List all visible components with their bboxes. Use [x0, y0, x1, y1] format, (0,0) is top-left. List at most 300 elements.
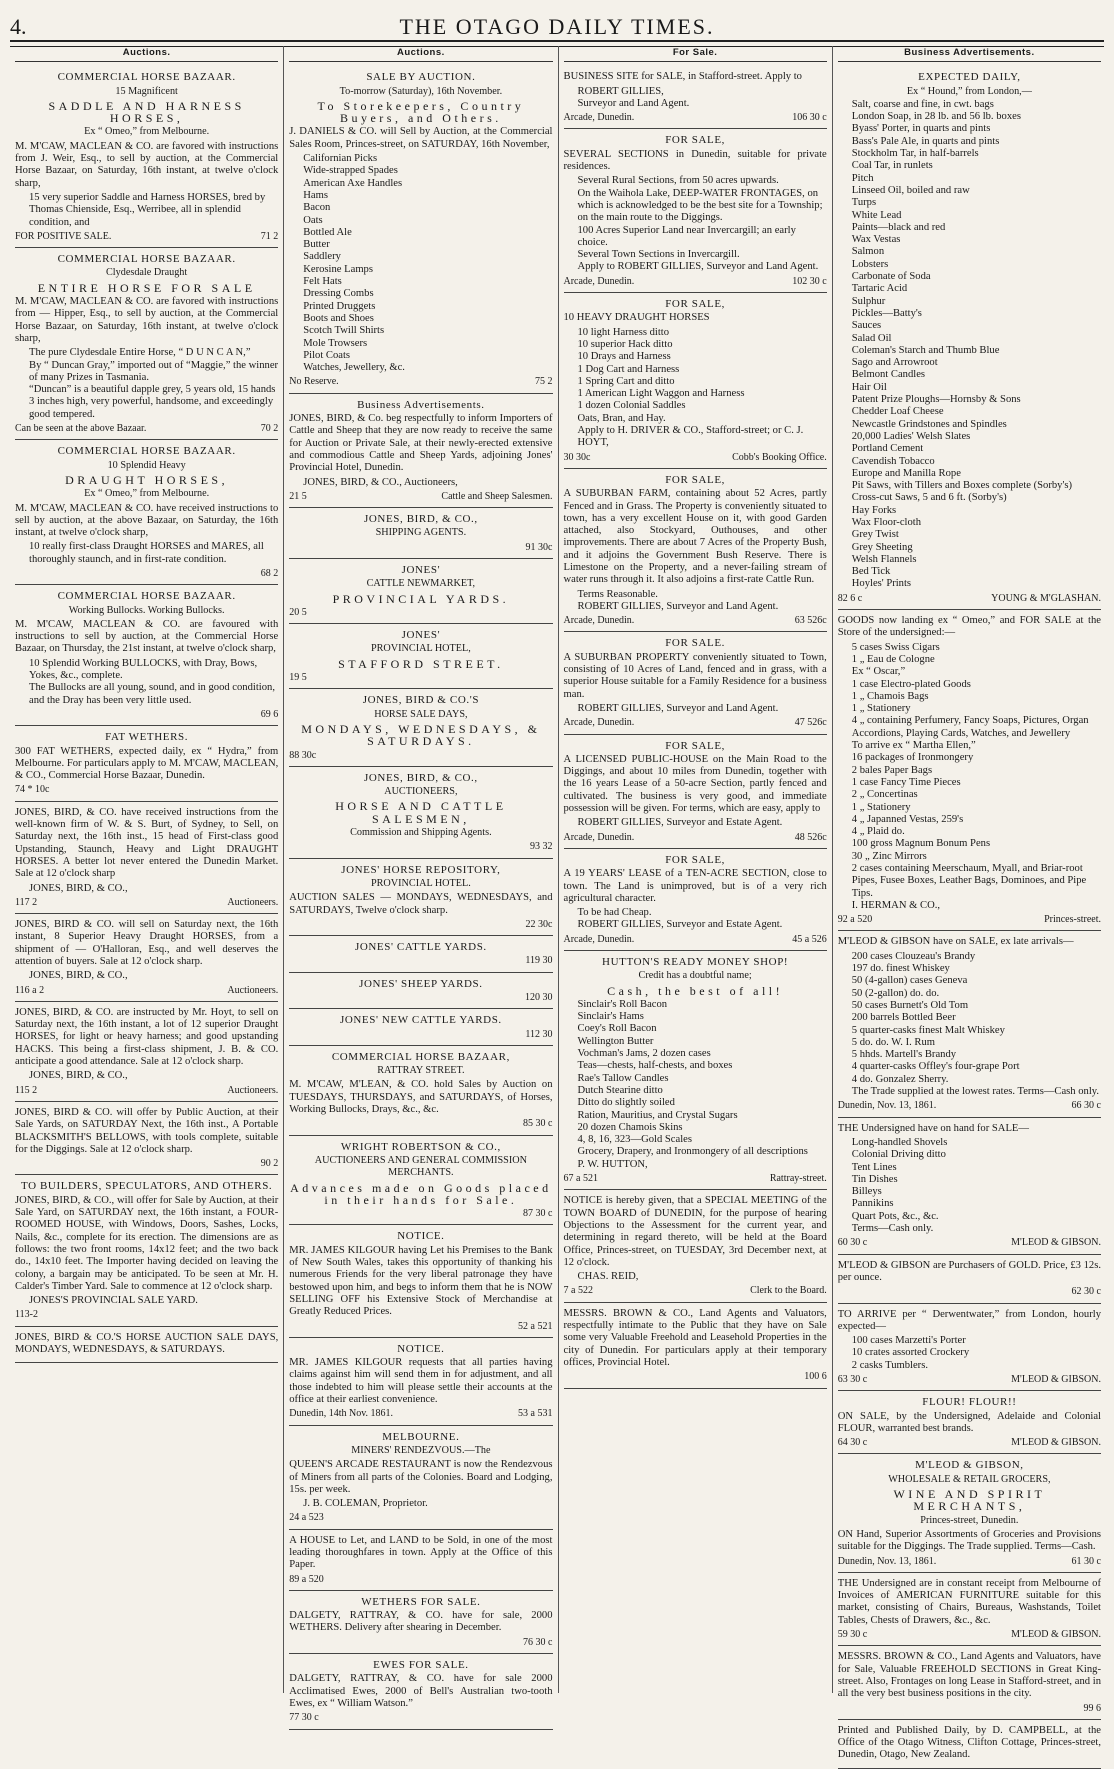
ad-item: Mole Trowsers: [303, 337, 368, 349]
ad-item: Hay Forks: [851, 504, 897, 516]
ad-subline: HORSE SALE DAYS,: [374, 708, 468, 720]
ad-item: Billeys: [851, 1186, 882, 1198]
ad-item: 10 really first-class Draught HORSES and MARES, all thoroughly staunch, and in first-rate condition.: [29, 541, 264, 565]
ad-item: On the Waihola Lake, DEEP-WATER FRONTAGES, on which is acknowledged to be the best site for a Township; on the main route to the Diggings.: [577, 187, 823, 224]
ad-footer: [289, 1321, 552, 1333]
advertisement: [289, 1338, 552, 1426]
ad-subline: MINERS' RENDEZVOUS.—The: [351, 1444, 491, 1456]
ad-title: JONES' CATTLE YARDS.: [354, 941, 487, 954]
ad-footer-right: 68 2: [260, 567, 279, 579]
ad-footer: [289, 1712, 552, 1724]
ad-item: 1 „ Chamois Bags: [851, 690, 929, 702]
ad-title: JONES, BIRD & CO.'S: [362, 694, 480, 707]
ad-body: 10 HEAVY DRAUGHT HORSES: [563, 312, 710, 324]
ad-item: 200 barrels Bottled Beer: [851, 1012, 956, 1024]
ad-item: To arrive ex “ Martha Ellen,”: [851, 740, 976, 752]
ad-item: Belmont Candles: [851, 369, 926, 381]
ad-item: Grocery, Drapery, and Ironmongery of all descriptions: [577, 1146, 808, 1158]
ad-item: Tent Lines: [851, 1161, 897, 1173]
ad-title: WETHERS FOR SALE.: [361, 1595, 481, 1608]
ad-title: FAT WETHERS.: [105, 731, 189, 744]
ad-subline: SADDLE AND HARNESS HORSES,: [48, 98, 245, 126]
ad-footer-right: 100 6: [804, 1371, 827, 1383]
ad-title: TO BUILDERS, SPECULATORS, AND OTHERS.: [20, 1180, 273, 1193]
ad-item: JONES, BIRD, & CO.,: [29, 1070, 128, 1082]
ad-title: FOR SALE,: [665, 473, 726, 486]
ad-body: JONES, BIRD & CO. will sell on Saturday next, the 16th instant, 8 Superior Heavy Draught HORSES, from a shipment of — O'Halloran, Esq., and well deserves the attention of buyers. Sale at 12 o'clock sharp.: [15, 919, 279, 967]
ad-footer-left: 67 a 521: [563, 1173, 598, 1185]
ad-footer-right: 85 30 c: [523, 1118, 553, 1130]
ad-item: 1 Dog Cart and Harness: [577, 363, 680, 375]
ad-footer: [564, 276, 827, 288]
ad-footer-right: Auctioneers.: [227, 896, 279, 908]
ad-footer: [289, 919, 552, 931]
ad-item: Dutch Stearine ditto: [577, 1084, 663, 1096]
ad-subline: 15 Magnificent: [115, 85, 178, 97]
ad-item: P. W. HUTTON,: [577, 1158, 648, 1170]
advertisement: [838, 1118, 1101, 1255]
ad-item: JONES, BIRD, & CO.,: [29, 970, 128, 982]
ad-footer-left: 64 30 c: [837, 1437, 868, 1449]
ad-item: Watches, Jewellery, &c.: [303, 362, 405, 374]
ad-subline: MONDAYS, WEDNESDAYS, & SATURDAYS.: [301, 721, 541, 749]
ad-footer: [564, 832, 827, 844]
ad-footer-left: 116 a 2: [15, 984, 45, 996]
advertisement: [838, 1454, 1101, 1572]
ad-item: 50 (2-gallon) do. do.: [851, 987, 940, 999]
ad-item: Ration, Mauritius, and Crystal Sugars: [577, 1109, 738, 1121]
ad-item: 30 „ Zinc Mirrors: [851, 850, 927, 862]
ad-item: 10 crates assorted Crockery: [851, 1347, 970, 1359]
ad-footer-right: M'LEOD & GIBSON.: [1011, 1237, 1101, 1249]
ad-footer-right: 91 30c: [525, 541, 553, 553]
ad-item: 1 dozen Colonial Saddles: [577, 400, 686, 412]
ad-item: 10 Drays and Harness: [577, 351, 671, 363]
ad-item: Hair Oil: [851, 381, 887, 393]
ad-footer-left: 82 6 c: [837, 592, 863, 604]
ad-footer: [838, 1286, 1101, 1298]
ad-item: JONES, BIRD, & CO.,: [29, 882, 128, 894]
ad-item: Terms—Cash only.: [851, 1223, 934, 1235]
columns-container: [10, 46, 1106, 1761]
ad-item: Coey's Roll Bacon: [577, 1023, 657, 1035]
ad-subline: STAFFORD STREET.: [338, 656, 504, 671]
ad-item: 4 „ Japanned Vestas, 259's: [851, 813, 964, 825]
advertisement: [15, 1002, 278, 1102]
ad-item: Several Rural Sections, from 50 acres upwards.: [577, 175, 779, 187]
ad-body: M'LEOD & GIBSON are Purchasers of GOLD. Price, £3 12s. per ounce.: [837, 1259, 1101, 1283]
ad-item: 4 quarter-casks Offley's four-grape Port: [851, 1061, 1020, 1073]
ad-footer-left: 59 30 c: [837, 1629, 868, 1641]
ad-body: Printed and Published Daily, by D. CAMPBELL, at the Office of the Otago Witness, Clifton Cottage, Princes-street, Dunedin, Otago, New Zealand.: [837, 1724, 1101, 1761]
ad-footer-left: FOR POSITIVE SALE.: [15, 230, 112, 242]
ad-body: AUCTION SALES — MONDAYS, WEDNESDAYS, and SATURDAYS, Twelve o'clock sharp.: [289, 892, 553, 916]
ad-item: Byass' Porter, in quarts and pints: [851, 123, 991, 135]
ad-body: A LICENSED PUBLIC-HOUSE on the Main Road to the Diggings, and about 10 miles from Dunedin, together with the 16 years Lease of a 50-acre Section, partly fenced and cultivated. The business is very good, and immediate possession will be given. For terms, which are easy, apply to: [563, 753, 827, 815]
ad-footer: [289, 542, 552, 554]
advertisement: [289, 394, 552, 508]
ad-footer-left: Can be seen at the above Bazaar.: [15, 423, 147, 435]
ad-footer: [564, 934, 827, 946]
ad-footer-right: 120 30: [525, 992, 553, 1003]
ad-footer-right: 76 30 c: [523, 1636, 553, 1648]
ad-item: 4 „ containing Perfumery, Fancy Soaps, Pictures, Organ Accordions, Playing Cards, Watches, and Jewellery: [851, 715, 1089, 739]
ad-item: Surveyor and Land Agent.: [577, 97, 690, 109]
ad-title: M'LEOD & GIBSON,: [915, 1459, 1024, 1472]
ad-footer: [289, 955, 552, 967]
ad-footer: [289, 1574, 552, 1586]
advertisement: [15, 1102, 278, 1175]
ad-item: Welsh Flannels: [851, 553, 917, 565]
ad-item: 20 dozen Chamois Skins: [577, 1121, 683, 1133]
ad-item: Coleman's Starch and Thumb Blue: [851, 344, 1000, 356]
ad-footer-right: 70 2: [260, 423, 279, 435]
ad-title: EXPECTED DAILY,: [918, 71, 1021, 84]
ad-footer-left: 63 30 c: [837, 1373, 868, 1385]
ad-footer: [15, 897, 278, 909]
ad-item: Wellington Butter: [577, 1035, 654, 1047]
ad-item: Californian Picks: [303, 153, 378, 165]
ad-item: 2 casks Tumblers.: [851, 1359, 928, 1371]
ad-item: Tin Dishes: [851, 1173, 898, 1185]
ad-body: JONES, BIRD & CO.'S HORSE AUCTION SALE DAYS, MONDAYS, WEDNESDAYS, & SATURDAYS.: [15, 1331, 279, 1356]
ad-item: JONES'S PROVINCIAL SALE YARD.: [29, 1295, 198, 1307]
advertisement: [15, 1327, 278, 1364]
ad-title: COMMERCIAL HORSE BAZAAR,: [331, 1050, 510, 1063]
ad-footer-right: 61 30 c: [1071, 1555, 1101, 1567]
ad-item: Dressing Combs: [303, 288, 374, 300]
ad-footer-right: 47 526c: [794, 717, 827, 729]
advertisement: [15, 1175, 278, 1326]
ad-item: Wax Vestas: [851, 234, 901, 246]
ad-body: MR. JAMES KILGOUR requests that all parties having claims against him will send them in for adjustment, and all those indebted to him will please settle their accounts at the office at their earliest convenience.: [289, 1357, 553, 1406]
advertisement: [564, 66, 827, 129]
ad-item: Vochman's Jams, 2 dozen cases: [577, 1048, 711, 1060]
ad-subline: Cash, the best of all!: [607, 983, 784, 998]
ad-body: M. M'CAW, MACLEAN & CO. are favored with instructions from J. Weir, Esq., to sell by auction, at the Commercial Horse Bazaar, on Saturday, 16th instant, at twelve o'clock sharp,: [15, 140, 279, 189]
ad-item: 1 case Electro-plated Goods: [851, 678, 971, 690]
advertisement: [15, 726, 278, 801]
ad-footer: [564, 1285, 827, 1297]
ad-item: Patent Prize Ploughs—Hornsby & Sons: [851, 394, 1021, 406]
ad-body: TO ARRIVE per “ Derwentwater,” from London, hourly expected—: [837, 1308, 1101, 1332]
ad-footer-left: Arcade, Dunedin.: [563, 275, 635, 287]
ad-footer: [15, 709, 278, 721]
ad-body: A HOUSE to Let, and LAND to be Sold, in one of the most leading thoroughfares in town. Apply at the Office of this Paper.: [289, 1534, 553, 1571]
ad-footer-right: 119 30: [525, 955, 553, 967]
advertisement: [564, 735, 827, 849]
ad-subline: SHIPPING AGENTS.: [375, 527, 467, 539]
ad-footer: [15, 423, 278, 435]
ad-subline: Ex “ Omeo,” from Melbourne.: [84, 126, 210, 138]
ad-item: Kerosine Lamps: [303, 263, 373, 275]
ad-body: DALGETY, RATTRAY, & CO. have for sale 2000 Acclimatised Ewes, 2000 of Bell's Australian two-tooth Ewes, ex “ William Watson.”: [289, 1673, 553, 1709]
ad-footer: [838, 1237, 1101, 1249]
ad-footer-right: M'LEOD & GIBSON.: [1011, 1629, 1101, 1641]
column-3: [559, 46, 833, 1693]
ad-footer-left: 115 2: [15, 1084, 38, 1096]
ad-item: 5 hhds. Martell's Brandy: [851, 1049, 957, 1061]
ad-item: Paints—black and red: [851, 221, 946, 233]
advertisement: [564, 469, 827, 633]
ad-footer: [289, 750, 552, 762]
ad-footer: [15, 784, 278, 796]
advertisement: [15, 248, 278, 440]
ad-footer: [15, 231, 278, 243]
ad-item: Grey Sheeting: [851, 541, 913, 553]
ad-footer-left: 30 30c: [563, 451, 591, 463]
ad-footer-left: Dunedin, 14th Nov. 1861.: [289, 1408, 394, 1420]
column-heading: Auctions.: [289, 46, 552, 62]
ad-subline: WHOLESALE & RETAIL GROCERS,: [888, 1473, 1051, 1485]
column-heading: For Sale.: [564, 46, 827, 62]
ad-body: M. M'CAW, MACLEAN & CO. are favored with instructions from — Hipper, Esq., to sell by auction, at the Commercial Horse Bazaar, on Saturday, 16th instant, at twelve o'clock sharp,: [15, 296, 279, 344]
ad-title: Business Advertisements.: [357, 398, 485, 411]
ad-footer-left: 20 5: [289, 606, 307, 618]
advertisement: [564, 632, 827, 734]
ad-item: 2 bales Paper Bags: [851, 764, 933, 776]
ad-item: 1 „ Stationery: [851, 801, 911, 813]
advertisement: [564, 951, 827, 1190]
ad-footer-left: No Reserve.: [289, 376, 339, 388]
ad-item: Boots and Shoes: [303, 312, 374, 324]
ad-footer-left: 88 30c: [289, 749, 317, 761]
ad-item: 5 do. do. W. I. Rum: [851, 1036, 936, 1048]
ad-title: WRIGHT ROBERTSON & CO.,: [340, 1140, 501, 1153]
ad-subline: DRAUGHT HORSES,: [65, 472, 229, 487]
advertisement: [289, 508, 552, 559]
ad-footer: [15, 1309, 278, 1321]
ad-item: Chedder Loaf Cheese: [851, 406, 944, 418]
ad-item: Grey Twist: [851, 529, 899, 541]
ad-body: JONES, BIRD, & CO., will offer for Sale by Auction, at their Sale Yard, on SATURDAY next, the 16th instant, a FOUR-ROOMED HOUSE, with Windows, Doors, Sashes, Locks, Nails, &c., complete for its erection. The dimensions are as follows: the two front rooms, 14x12 feet; and the two back do., 14x10 feet. The Importer having decided on leaving the colony, a bargain may be anticipated. To be seen at Mr. H. Calder's Timber Yard. Sale to commence at 12 o'clock sharp.: [15, 1194, 279, 1292]
ad-footer: [289, 1408, 552, 1420]
column-4: [833, 46, 1106, 1761]
advertisement: [289, 1591, 552, 1654]
ad-item: Sulphur: [851, 295, 886, 307]
advertisement: [289, 1136, 552, 1226]
ad-subline: AUCTIONEERS AND GENERAL COMMISSION MERCHANTS.: [314, 1154, 527, 1179]
ad-body: M. M'CAW, M'LEAN, & CO. hold Sales by Auction on TUESDAYS, THURSDAYS, and SATURDAYS, of Horses, Working Bullocks, Drays, &c., &c.: [289, 1079, 553, 1116]
ad-footer: [289, 491, 552, 503]
ad-footer-right: 102 30 c: [792, 275, 827, 287]
ad-footer-left: 19 5: [289, 672, 307, 684]
ad-item: 1 „ Eau de Cologne: [851, 653, 935, 665]
ad-footer: [289, 672, 552, 684]
ad-item: ROBERT GILLIES,: [577, 85, 664, 97]
ad-subline: Ex “ Omeo,” from Melbourne.: [84, 488, 210, 500]
ad-footer-right: 22 30c: [525, 918, 553, 930]
advertisement: [564, 849, 827, 951]
ad-item: 10 Splendid Working BULLOCKS, with Dray, Bows, Yokes, &c., complete.: [29, 657, 258, 682]
advertisement: [838, 1720, 1101, 1769]
ad-footer: [838, 1703, 1101, 1715]
ad-item: 4 „ Plaid do.: [851, 826, 905, 838]
ad-title: COMMERCIAL HORSE BAZAAR.: [57, 590, 236, 603]
ad-item: Several Town Sections in Invercargill.: [577, 249, 740, 261]
ad-subline: Working Bullocks. Working Bullocks.: [68, 604, 225, 616]
ad-body: MESSRS. BROWN & CO., Land Agents and Valuators, have for Sale, Valuable FREEHOLD SECTIONS in Great King-street. Also, Frontages on long Lease in Stafford-street, and in all the very best business positions in the city.: [837, 1651, 1101, 1700]
ad-subline: 10 Splendid Heavy: [107, 459, 186, 471]
ad-item: Salt, coarse and fine, in cwt. bags: [851, 98, 994, 110]
ad-footer: [838, 1374, 1101, 1386]
ad-item: To be had Cheap.: [577, 907, 652, 919]
ad-item: Pickles—Batty's: [851, 307, 922, 319]
ad-item: By “ Duncan Gray,” imported out of “Maggie,” the winner of many Prizes in Tasmania.: [29, 359, 279, 383]
ad-title: FOR SALE,: [665, 739, 726, 752]
ad-item: ROBERT GILLIES, Surveyor and Estate Agent.: [577, 919, 783, 931]
ad-item: Pilot Coats: [303, 349, 351, 361]
advertisement: [289, 66, 552, 393]
ad-footer-right: 48 526c: [794, 831, 827, 843]
ad-footer-right: Cobb's Booking Office.: [732, 451, 827, 463]
ad-item: Scotch Twill Shirts: [303, 325, 385, 337]
ad-footer-right: Clerk to the Board.: [750, 1285, 827, 1297]
ad-item: 5 cases Swiss Cigars: [851, 641, 940, 653]
ad-item: 50 (4-gallon) cases Geneva: [851, 975, 968, 987]
ad-item: Sinclair's Hams: [577, 1011, 644, 1023]
ad-item: Butter: [303, 239, 330, 251]
ad-footer-right: YOUNG & M'GLASHAN.: [991, 592, 1101, 604]
advertisement: [289, 859, 552, 936]
advertisement: [838, 1646, 1101, 1719]
ad-body: GOODS now landing ex “ Omeo,” and FOR SALE at the Store of the undersigned:—: [837, 615, 1101, 639]
ad-subline: Princes-street, Dunedin.: [920, 1514, 1019, 1526]
ad-footer-left: 60 30 c: [837, 1237, 868, 1249]
ad-item: Bed Tick: [851, 566, 891, 578]
ad-footer-left: Arcade, Dunedin.: [563, 831, 635, 843]
ad-body: M. M'CAW, MACLEAN & CO. have received instructions to sell by auction, at the above Bazaar, on Saturday, the 16th instant, at twelve o'clock sharp,: [15, 502, 279, 539]
ad-title: NOTICE.: [397, 1230, 445, 1243]
ad-body: 300 FAT WETHERS, expected daily, ex “ Hydra,” from Melbourne. For particulars apply to M. M'CAW, MACLEAN, & CO., Commercial Horse Bazaar, Dunedin.: [15, 745, 279, 782]
ad-title: FLOUR! FLOUR!!: [922, 1396, 1017, 1409]
ad-title: JONES, BIRD, & CO.,: [363, 771, 478, 784]
ad-footer-left: 113-2: [15, 1309, 38, 1321]
advertisement: [838, 1255, 1101, 1304]
ad-item: Rae's Tallow Candles: [577, 1072, 669, 1084]
ad-item: Apply to ROBERT GILLIES, Surveyor and Land Agent.: [577, 261, 819, 273]
ad-item: Europe and Manilla Rope: [851, 467, 961, 479]
ad-footer-right: 52 a 521: [518, 1320, 553, 1332]
ad-item: Pitch: [851, 172, 874, 184]
ad-body: JONES, BIRD & CO. will offer by Public Auction, at their Sale Yards, on SATURDAY Next, the 16th inst., A Portable BLACKSMITH'S BELLOWS, with tools complete, suitable for the Diggings. Sale at 12 o'clock sharp.: [15, 1106, 279, 1155]
ad-footer-left: Dunedin, Nov. 13, 1861.: [837, 1555, 937, 1567]
column-2: [284, 46, 558, 1724]
ad-footer: [15, 985, 278, 997]
ad-footer: [15, 1085, 278, 1097]
ad-body: DALGETY, RATTRAY, & CO. have for sale, 2000 WETHERS. Delivery after shearing in December.: [289, 1610, 553, 1634]
ad-footer-left: 89 a 520: [289, 1573, 324, 1585]
ad-footer-left: Arcade, Dunedin.: [563, 717, 635, 729]
ad-footer: [838, 1100, 1101, 1112]
advertisement: [289, 559, 552, 624]
advertisement: [289, 1426, 552, 1530]
ad-item: 16 packages of Ironmongery: [851, 752, 974, 764]
advertisement: [15, 585, 278, 726]
ad-footer-right: 63 526c: [794, 615, 827, 627]
ad-item: Pannikins: [851, 1198, 894, 1210]
advertisement: [289, 1654, 552, 1729]
ad-title: FOR SALE.: [665, 637, 726, 650]
ad-body: A 19 YEARS' LEASE of a TEN-ACRE SECTION, close to town. The Land is unimproved, but is of a very rich agricultural character.: [563, 868, 827, 904]
ad-item: 2 cases containing Meerschaum, Myall, and Briar-root Pipes, Fusee Boxes, Leather Bags, Dominoes, and Pipe Tips.: [851, 863, 1087, 899]
ad-footer-right: 53 a 531: [518, 1408, 553, 1420]
advertisement: [289, 767, 552, 859]
ad-item: 15 very superior Saddle and Harness HORSES, bred by Thomas Chienside, Esq., Werribee, all in splendid condition, and: [29, 191, 266, 228]
ad-footer-right: Auctioneers.: [227, 1084, 279, 1096]
ad-subline: PROVINCIAL YARDS.: [332, 591, 510, 606]
ad-item: Long-handled Shovels: [851, 1136, 948, 1148]
ad-item: Sauces: [851, 320, 882, 332]
ad-item: “Duncan” is a beautiful dapple grey, 5 years old, 15 hands 3 inches high, very powerful, handsome, and exceedingly good tempered.: [29, 384, 276, 420]
ad-item: Turps: [851, 197, 877, 209]
advertisement: [838, 66, 1101, 610]
ad-footer: [838, 1629, 1101, 1641]
ad-footer-right: 106 30 c: [792, 112, 827, 124]
ad-body: A SUBURBAN PROPERTY conveniently situated to Town, consisting of 10 Acres of Land, fenced and in grass, with a superior House suitable for a Family Residence for a business man.: [563, 651, 827, 700]
ad-item: ROBERT GILLIES, Surveyor and Land Agent.: [577, 702, 779, 714]
ad-item: Bacon: [303, 202, 331, 214]
advertisement: [289, 1046, 552, 1136]
ad-title: JONES': [401, 629, 441, 642]
ad-body: QUEEN'S ARCADE RESTAURANT is now the Rendezvous of Miners from all parts of the Colonies. Board and Lodging, 15s. per week.: [289, 1459, 553, 1495]
ad-footer-right: 112 30: [525, 1028, 553, 1040]
ad-body: J. DANIELS & CO. will Sell by Auction, at the Commercial Sales Room, Princes-street, on SATURDAY, 16th November,: [289, 126, 553, 150]
ad-item: 197 do. finest Whiskey: [851, 963, 950, 975]
ad-footer-right: M'LEOD & GIBSON.: [1011, 1437, 1101, 1449]
ad-title: COMMERCIAL HORSE BAZAAR.: [57, 253, 236, 266]
advertisement: [289, 1225, 552, 1337]
ad-item: Bottled Ale: [303, 226, 352, 238]
ad-item: Felt Hats: [303, 276, 342, 288]
ad-item: 1 Spring Cart and ditto: [577, 375, 675, 387]
advertisement: [838, 1391, 1101, 1454]
ad-subline: WINE AND SPIRIT MERCHANTS,: [893, 1487, 1046, 1514]
ad-subline: Ex “ Hound,” from London,—: [906, 85, 1032, 97]
ad-item: Coal Tar, in runlets: [851, 160, 933, 172]
ad-item: Stockholm Tar, in half-barrels: [851, 148, 979, 160]
ad-item: Hams: [303, 189, 328, 201]
ad-body: MR. JAMES KILGOUR having Let his Premises to the Bank of New South Wales, takes this opportunity of thanking his numerous Friends for the very liberal patronage they have bestowed upon him, and begs to inform them that he is NOW SELLING OFF his Extensive Stock of Merchandise at Greatly Reduced Prices.: [289, 1244, 553, 1318]
ad-body: THE Undersigned have on hand for SALE—: [837, 1122, 1029, 1134]
ad-item: 200 cases Clouzeau's Brandy: [851, 950, 976, 962]
ad-footer-left: 77 30 c: [289, 1712, 319, 1724]
ad-item: 100 cases Marzetti's Porter: [851, 1335, 966, 1347]
ad-footer-right: Princes-street.: [1044, 914, 1101, 926]
ad-item: ROBERT GILLIES, Surveyor and Land Agent.: [577, 600, 779, 612]
ad-item: The Trade supplied at the lowest rates. Terms—Cash only.: [851, 1086, 1100, 1098]
ad-footer: [564, 452, 827, 464]
ad-body: SEVERAL SECTIONS in Dunedin, suitable for private residences.: [563, 148, 827, 173]
ad-item: Cross-cut Saws, 5 and 6 ft. (Sorby's): [851, 492, 1007, 504]
ad-footer: [289, 992, 552, 1004]
ad-item: Oats, Bran, and Hay.: [577, 412, 666, 424]
ad-title: MELBOURNE.: [382, 1430, 460, 1443]
ad-footer-right: 75 2: [535, 376, 553, 388]
ad-footer-right: 90 2: [260, 1158, 279, 1170]
ad-footer: [838, 1556, 1101, 1568]
ad-item: J. B. COLEMAN, Proprietor.: [303, 1498, 428, 1510]
ad-item: 10 superior Hack ditto: [577, 338, 673, 350]
ad-footer: [564, 1173, 827, 1185]
ad-footer: [15, 1158, 278, 1170]
column-heading: Auctions.: [15, 46, 278, 62]
ad-item: 2 „ Concertinas: [851, 789, 918, 801]
ad-item: White Lead: [851, 209, 902, 221]
ad-title: EWES FOR SALE.: [373, 1659, 469, 1672]
ad-item: JONES, BIRD, & CO., Auctioneers,: [303, 476, 458, 488]
ad-footer: [289, 1118, 552, 1130]
